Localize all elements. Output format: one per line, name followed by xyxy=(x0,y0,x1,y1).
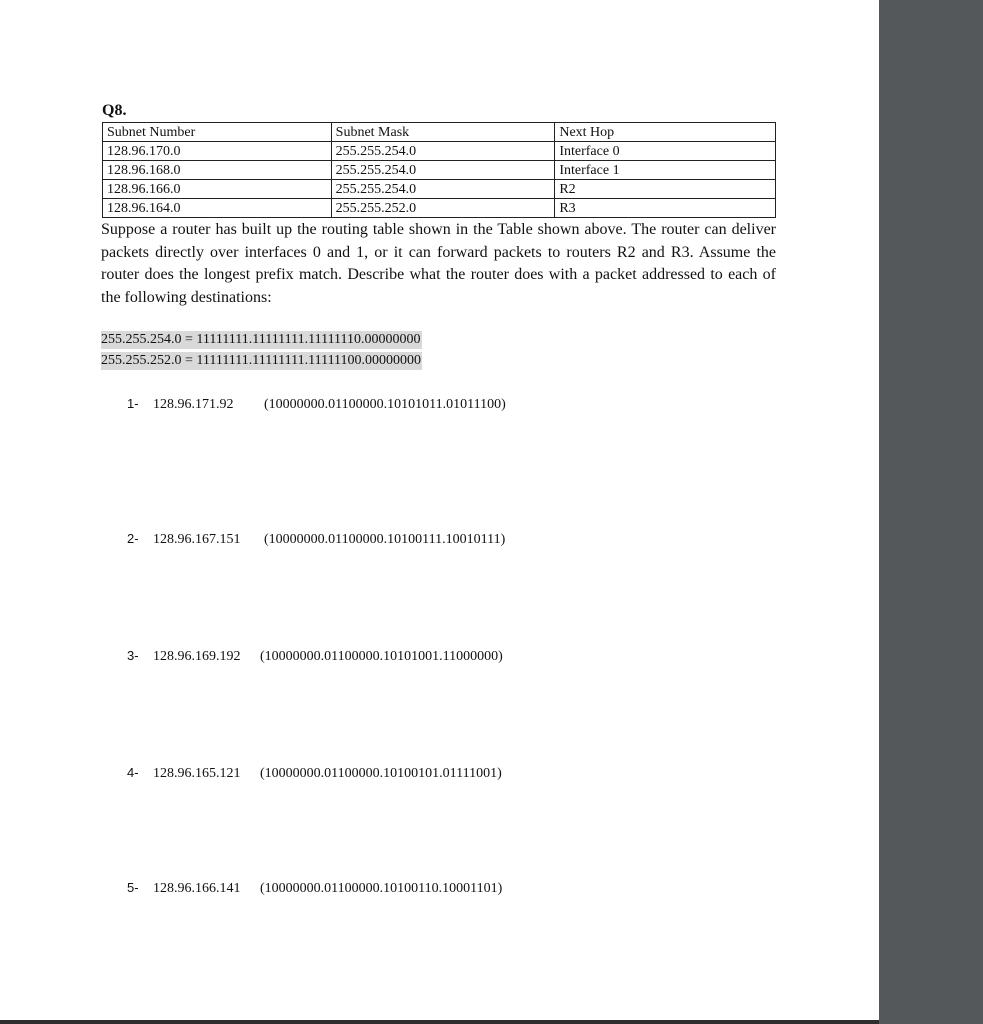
table-row xyxy=(103,161,776,180)
destination-ip: 128.96.165.121 xyxy=(153,766,241,781)
destination-ip: 128.96.167.151 xyxy=(153,532,241,547)
mask-binary-line: 255.255.254.0 = 11111111.11111111.11111110.00000000 xyxy=(101,332,421,347)
destination-number: 5- xyxy=(127,880,139,895)
destination-binary: (10000000.01100000.10100110.10001101) xyxy=(260,881,503,896)
destination-number: 1- xyxy=(127,396,139,411)
destination-number: 3- xyxy=(127,648,139,663)
mask-binary-line: 255.255.252.0 = 11111111.11111111.11111100.00000000 xyxy=(101,353,422,368)
header-subnet-number: Subnet Number xyxy=(103,123,332,142)
table-row xyxy=(103,142,776,161)
destination-binary: (10000000.01100000.10100111.10010111) xyxy=(264,532,506,547)
destination-binary: (10000000.01100000.10101001.11000000) xyxy=(260,649,503,664)
question-title: Q8. xyxy=(102,102,127,119)
destination-ip: 128.96.171.92 xyxy=(153,397,234,412)
destination-item xyxy=(127,647,503,666)
destination-ip: 128.96.166.141 xyxy=(153,881,241,896)
subnet-number-cell: 128.96.166.0 xyxy=(103,180,332,199)
next-hop-cell: R2 xyxy=(555,180,776,199)
destination-item xyxy=(127,530,505,549)
subnet-mask-cell: 255.255.254.0 xyxy=(331,161,555,180)
header-subnet-mask: Subnet Mask xyxy=(331,123,555,142)
subnet-mask-cell: 255.255.254.0 xyxy=(331,180,555,199)
next-hop-cell: Interface 0 xyxy=(555,142,776,161)
subnet-number-cell: 128.96.164.0 xyxy=(103,199,332,218)
viewer-side-panel xyxy=(879,0,983,1024)
destination-item xyxy=(127,879,502,898)
table-header-row xyxy=(103,123,776,142)
subnet-number-cell: 128.96.168.0 xyxy=(103,161,332,180)
header-next-hop: Next Hop xyxy=(555,123,776,142)
table-row xyxy=(103,199,776,218)
destination-ip: 128.96.169.192 xyxy=(153,649,241,664)
question-description: Suppose a router has built up the routing table shown in the Table shown above. The router can deliver packets directly over interfaces 0 and 1, or it can forward packets to routers R2 and R3. Assume the router does the longest prefix match. Describe what the router does with a packet addressed to each of the following destinations: xyxy=(101,221,776,306)
viewer-bottom-edge xyxy=(0,1020,879,1024)
next-hop-cell: Interface 1 xyxy=(555,161,776,180)
destination-item xyxy=(127,395,506,414)
subnet-mask-cell: 255.255.254.0 xyxy=(331,142,555,161)
destination-binary: (10000000.01100000.10101011.01011100) xyxy=(264,397,506,412)
destination-binary: (10000000.01100000.10100101.01111001) xyxy=(260,766,502,781)
subnet-number-cell: 128.96.170.0 xyxy=(103,142,332,161)
subnet-mask-cell: 255.255.252.0 xyxy=(331,199,555,218)
table-row xyxy=(103,180,776,199)
next-hop-cell: R3 xyxy=(555,199,776,218)
routing-table xyxy=(102,122,776,218)
destination-number: 4- xyxy=(127,765,139,780)
destination-number: 2- xyxy=(127,531,139,546)
destination-item xyxy=(127,764,502,783)
